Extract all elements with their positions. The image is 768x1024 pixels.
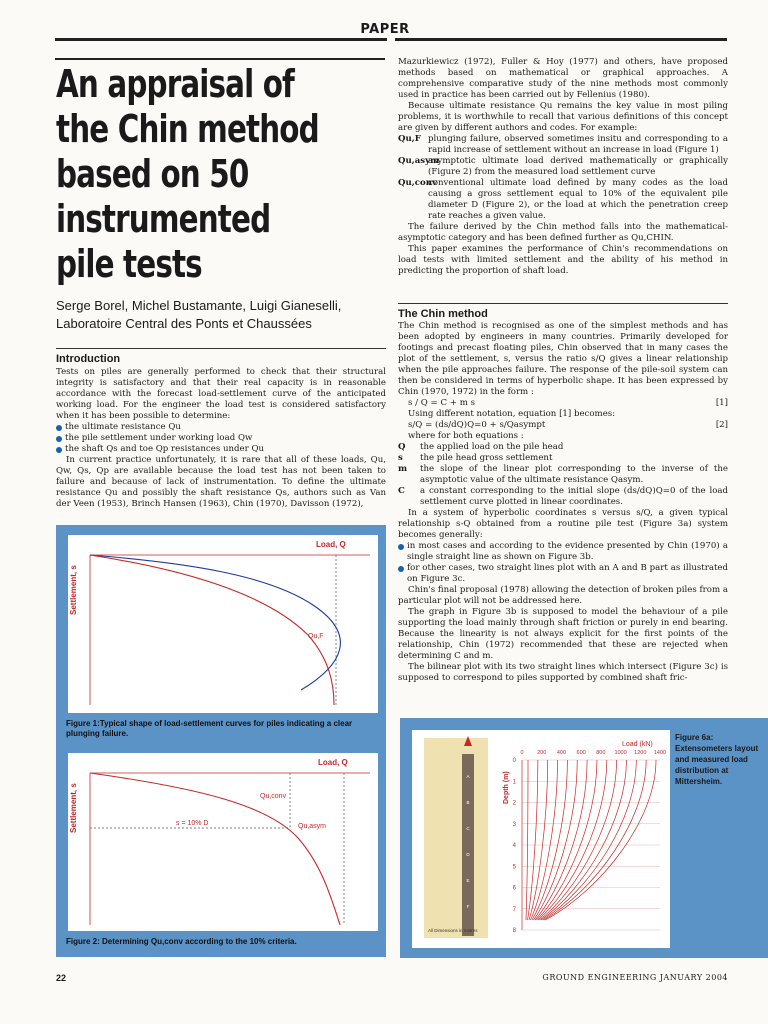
load-distribution-line xyxy=(544,760,646,920)
chin-rule xyxy=(398,303,728,304)
body-paragraph: Because ultimate resistance Qu remains the key value in most piling problems, it is worthwhile to recall that various definitions of this concept are given by different authors and codes. For example: xyxy=(398,101,728,133)
body-paragraph: The Chin method is recognised as one of the simplest methods and has been adopted by engineers in many countries. Primarily developed for footings and precast floating piles, Chin observed that in many cases the plot of the settlement, s, versus the ratio s/Q gives a linear relationship when the pile approaches failure. The response of the pile-soil system can then be considered in terms of hyperbolic shape. It has been expressed by Chin (1970, 1972) in the form : xyxy=(398,321,728,397)
figure-2-annotation-s: s = 10% D xyxy=(176,820,209,827)
figure-6a-xlabel: Load (kN) xyxy=(622,741,653,748)
y-tick-label: 6 xyxy=(512,885,516,892)
figure-1-caption: Figure 1:Typical shape of load-settlement curves for piles indicating a clear plunging failure. xyxy=(66,719,353,738)
journal-footer: GROUND ENGINEERING JANUARY 2004 xyxy=(542,973,728,982)
definition-item: Qu,F plunging failure, observed sometimes insitu and corresponding to a rapid increase of settlement without an increase in load (Figure 1) xyxy=(398,134,728,155)
figure-1-ylabel: Settlement, s xyxy=(69,565,78,615)
header-rule-right xyxy=(395,38,727,41)
figure-1-xlabel: Load, Q xyxy=(316,540,346,549)
x-tick-label: 200 xyxy=(537,750,547,756)
intro-paragraph: Tests on piles are generally performed to check that their structural integrity is satisfactory and that their real capacity is in reasonable accordance with the forecast load-settlement curve of the anticipated working load. For the engineer the load test is considered satisfactory when it has been possible to determine: xyxy=(56,367,386,421)
intro-heading: Introduction xyxy=(56,353,121,365)
figure-1 xyxy=(56,525,386,747)
load-distribution-line xyxy=(528,760,538,920)
chin-bullet: in most cases and according to the evidence presented by Chin (1970) a single straight line as shown on Figure 3b. xyxy=(398,541,728,563)
authors xyxy=(56,297,386,333)
extensometer-label: E xyxy=(466,878,470,883)
column-2-chin xyxy=(398,321,728,684)
variable-item: s the pile head gross settlement xyxy=(398,453,553,463)
header-rule-left xyxy=(55,38,387,41)
y-tick-label: 1 xyxy=(512,779,516,786)
extensometer-label: A xyxy=(466,774,470,779)
figure-1-plot xyxy=(68,535,378,713)
intro-bullet: the pile settlement under working load Qw xyxy=(56,433,386,444)
extensometer-label: C xyxy=(466,826,470,831)
intro-rule xyxy=(56,348,386,349)
load-distribution-line xyxy=(529,760,548,920)
y-tick-label: 8 xyxy=(512,928,516,934)
body-paragraph: Chin's final proposal (1978) allowing the detection of broken piles from a particular plot will not be addressed here. xyxy=(398,585,728,606)
body-paragraph: The bilinear plot with its two straight lines which intersect (Figure 3c) is supposed to correspond to piles supported by combined shaft fric- xyxy=(398,662,728,683)
figure-2-xlabel: Load, Q xyxy=(318,758,348,767)
dimensions-note: All Dimensions in metres xyxy=(428,928,478,933)
y-tick-label: 4 xyxy=(512,843,516,849)
figure-1-annotation: Qu,F xyxy=(308,633,324,640)
figure-6a-ylabel: Depth (m) xyxy=(503,771,510,804)
body-paragraph: The graph in Figure 3b is supposed to model the behaviour of a pile supporting the load mainly through shaft friction or purely in end bearing. Because the linearity is not always explicit for the first points of the relationship, Chin (1972) recommended that these are rejected when determining C and m. xyxy=(398,607,728,661)
figure-2-annotation-asym: Qu,asym xyxy=(298,823,327,830)
x-tick-label: 1400 xyxy=(653,750,667,756)
x-tick-label: 400 xyxy=(556,750,567,756)
figure-2-plot xyxy=(68,753,378,931)
intro-bullet: the shaft Qs and toe Qp resistances under Qu xyxy=(56,444,386,455)
figure-6a xyxy=(400,718,768,958)
figure-2-chart xyxy=(68,753,378,931)
x-tick-label: 800 xyxy=(596,750,606,756)
x-tick-label: 1200 xyxy=(634,750,647,756)
extensometer-label: F xyxy=(466,904,470,909)
section-header: PAPER xyxy=(360,22,410,37)
page-number: 22 xyxy=(56,973,67,983)
definition-item: Qu,conv conventional ultimate load defined by many codes as the load causing a gross settlement equal to 10% of the equivalent pile diameter D (Figure 2), or the load at which the penetration creep rate reaches a given value. xyxy=(398,178,728,221)
load-distribution-line xyxy=(526,760,528,920)
y-tick-label: 3 xyxy=(512,821,516,828)
x-tick-label: 0 xyxy=(520,750,524,756)
author-affiliation: Laboratoire Central des Ponts et Chaussées xyxy=(56,316,312,331)
equation-1: s / Q = C + m s [1] xyxy=(408,398,728,408)
extensometer-label: B xyxy=(466,800,470,805)
variable-item: m the slope of the linear plot corresponding to the inverse of the asymptotic value of the ultimate resistance Qasym. xyxy=(398,464,728,485)
body-paragraph: In a system of hyperbolic coordinates s versus s/Q, a given typical relationship s-Q obtained from a routine pile test (Figure 3a) system becomes generally: xyxy=(398,508,728,540)
figure-6a-caption: Figure 6a: Extensometers layout and measured load distribution at Mittersheim. xyxy=(675,733,759,786)
figure-2 xyxy=(56,747,386,957)
body-paragraph: Using different notation, equation [1] becomes: xyxy=(408,409,616,419)
extensometer-label: D xyxy=(466,852,470,857)
load-distribution-line xyxy=(546,760,657,920)
body-paragraph: Mazurkiewicz (1972), Fuller & Hoy (1977) and others, have proposed methods based on mathematical or graphical approaches. A comprehensive comparative study of the nine methods most commonly used in practice has been carried out by Fellenius (1980). xyxy=(398,57,728,100)
body-paragraph: where for both equations : xyxy=(408,431,524,441)
soil-column xyxy=(424,738,488,938)
definition-item: Qu,asym asymptotic ultimate load derived mathematically or graphically (Figure 2) from the measured load settlement curve xyxy=(398,156,728,177)
intro-paragraph: In current practice unfortunately, it is rare that all of these loads, Qu, Qw, Qs, Qp are available because the load test has not been taken to failure and because of lack of instrumentation. To define the ultimate resistance Qu and possibly the shaft resistance Qs, authors such as Van der Veen (1953), Brinch Hansen (1963), Chin (1970), Davisson (1972), xyxy=(56,455,386,509)
figure-6a-plot xyxy=(412,730,670,948)
intro-bullet: the ultimate resistance Qu xyxy=(56,422,386,433)
body-paragraph: The failure derived by the Chin method falls into the mathematical-asymptotic category and has been defined further as Qu,CHIN. xyxy=(398,222,728,243)
x-tick-label: 600 xyxy=(576,750,586,756)
figure-2-annotation-conv: Qu,conv xyxy=(260,793,287,800)
author-names: Serge Borel, Michel Bustamante, Luigi Gianeselli, xyxy=(56,298,342,313)
figure-2-ylabel: Settlement, s xyxy=(69,783,78,833)
equation-2: s/Q = (ds/dQ)Q=0 + s/Qasympt [2] xyxy=(408,420,728,430)
intro-body xyxy=(56,367,386,510)
load-distribution-line xyxy=(531,760,558,920)
x-tick-label: 1000 xyxy=(614,750,627,756)
variable-item: Q the applied load on the pile head xyxy=(398,442,564,452)
article-title: An appraisal of the Chin method based on 50 instrumented pile tests xyxy=(56,62,319,286)
chin-heading: The Chin method xyxy=(398,308,488,320)
body-paragraph: This paper examines the performance of Chin's recommendations on load tests with limited settlement and the ability of his method in predicting the proportion of shaft load. xyxy=(398,244,728,276)
figure-1-chart xyxy=(68,535,378,713)
chin-bullet: for other cases, two straight lines plot with an A and B part as illustrated on Figure 3c. xyxy=(398,563,728,585)
y-tick-label: 5 xyxy=(512,864,516,871)
y-tick-label: 0 xyxy=(512,758,516,764)
variable-item: C a constant corresponding to the initial slope (ds/dQ)Q=0 of the load settlement curve plotted in linear coordinates. xyxy=(398,486,728,507)
figure-2-caption: Figure 2: Determining Qu,conv according to the 10% criteria. xyxy=(66,937,297,946)
y-tick-label: 2 xyxy=(512,800,516,807)
figure-6a-chart xyxy=(412,730,670,948)
title-rule xyxy=(55,58,385,60)
column-2-top xyxy=(398,57,728,277)
y-tick-label: 7 xyxy=(512,906,516,913)
